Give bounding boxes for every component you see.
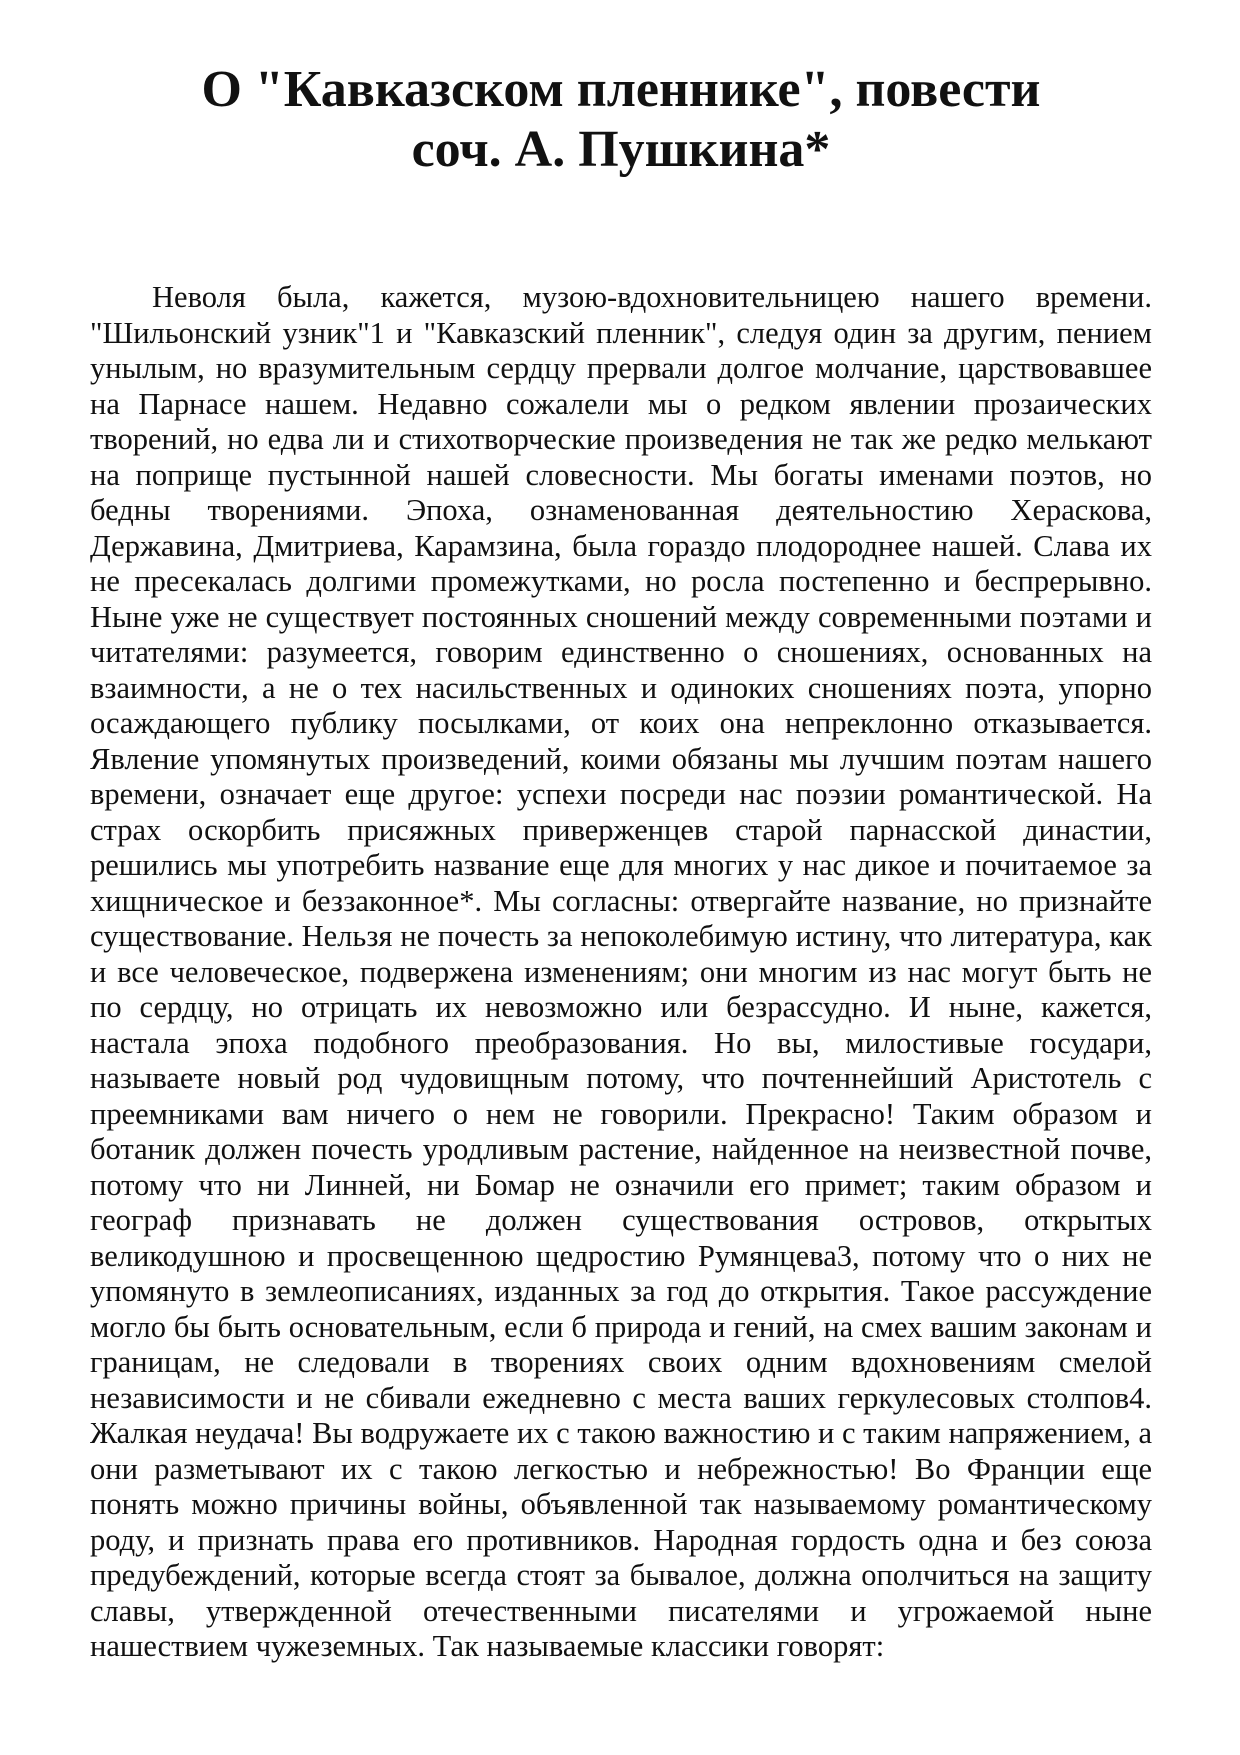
document-page xyxy=(90,60,1152,1665)
document-title xyxy=(90,60,1152,180)
title-line-2: соч. А. Пушкина* xyxy=(411,121,831,178)
title-line-1: О "Кавказском пленнике", повести xyxy=(201,61,1041,118)
body-paragraph: Неволя была, кажется, музою-вдохновительницею нашего времени. "Шильонский узник"1 и "Кавказский пленник", следуя один за другим, пением унылым, но вразумительным сердцу прервали долгое молчание, царствовавшее на Парнасе нашем. Недавно сожалели мы о редком явлении прозаических творений, но едва ли и стихотворческие произведения не так же редко мелькают на поприще пустынной нашей словесности. Мы богаты именами поэтов, но бедны творениями. Эпоха, ознаменованная деятельностию Хераскова, Державина, Дмитриева, Карамзина, была гораздо плодороднее нашей. Слава их не пресекалась долгими промежутками, но росла постепенно и беспрерывно. Ныне уже не существует постоянных сношений между современными поэтами и читателями: разумеется, говорим единственно о сношениях, основанных на взаимности, а не о тех насильственных и одиноких сношениях поэта, упорно осаждающего публику посылками, от коих она непреклонно отказывается. Явление упомянутых произведений, коими обязаны мы лучшим поэтам нашего времени, означает еще другое: успехи посреди нас поэзии романтической. На страх оскорбить присяжных приверженцев старой парнасской династии, решились мы употребить название еще для многих у нас дикое и почитаемое за хищническое и беззаконное*. Мы согласны: отвергайте название, но признайте существование. Нельзя не почесть за непоколебимую истину, что литература, как и все человеческое, подвержена изменениям; они многим из нас могут быть не по сердцу, но отрицать их невозможно или безрассудно. И ныне, кажется, настала эпоха подобного преобразования. Но вы, милостивые государи, называете новый род чудовищным потому, что почтеннейший Аристотель с преемниками вам ничего о нем не говорили. Прекрасно! Таким образом и ботаник должен почесть уродливым растение, найденное на неизвестной почве, потому что ни Линней, ни Бомар не означили его примет; таким образом и географ признавать не должен существования островов, открытых великодушною и просвещенною щедростию Румянцева3, потому что о них не упомянуто в землеописаниях, изданных за год до открытия. Такое рассуждение могло бы быть основательным, если б природа и гений, на смех вашим законам и границам, не следовали в творениях своих одним вдохновениям смелой независимости и не сбивали ежедневно с места ваших геркулесовых столпов4. Жалкая неудача! Вы водружаете их с такою важностию и с таким напряжением, а они разметывают их с такою легкостью и небрежностью! Во Франции еще понять можно причины войны, объявленной так называемому романтическому роду, и признать права его противников. Народная гордость одна и без союза предубеждений, которые всегда стоят за бывалое, должна ополчиться на защиту славы, утвержденной отечественными писателями и угрожаемой ныне нашествием чужеземных. Так называемые классики говорят: xyxy=(90,280,1152,1663)
